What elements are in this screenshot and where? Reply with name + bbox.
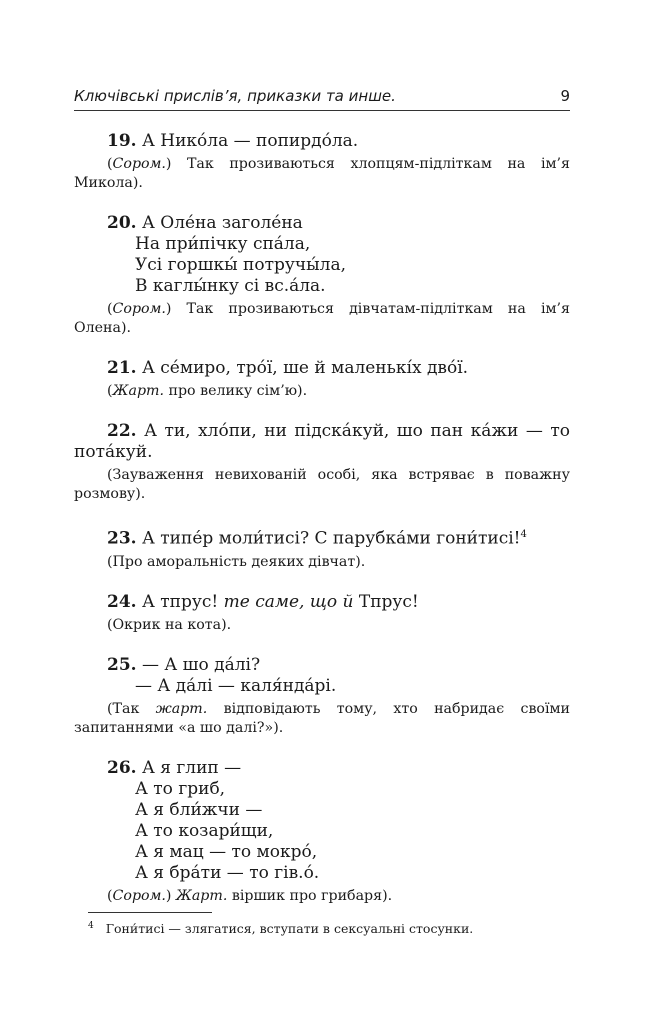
entry-number: 19. [107,131,137,151]
entry-text: А тпрус! [141,591,224,612]
entry-text: — А шо да́лі? [141,654,261,675]
entry-number: 22. [107,421,137,441]
entry-19 [74,131,570,193]
entry-note: (Сором.) Так прозиваються дівчатам-підліткам на ім’я Олена). [74,301,570,336]
entry-number: 21. [107,358,137,378]
entry-note: (Окрик на кота). [107,616,232,633]
footnote-divider [88,912,212,913]
entry-25 [74,655,570,738]
footnote-ref[interactable]: 4 [520,529,527,540]
entry-24: 24. А тпрус! те саме, що й Тпрус! (Окрик на кота). [74,592,570,635]
entry-number: 20. [107,213,137,233]
verse-line: А я бли́жчи — [135,799,263,820]
running-header [74,86,570,111]
entry-text-italic: те саме, що й [223,591,354,612]
entry-26 [74,758,570,906]
entry-text: А типе́р моли́тисі? С парубка́ми гони́тисі! [141,528,521,549]
entry-number: 26. [107,757,137,778]
verse-line: — А да́лі — каля́нда́рі. [135,675,337,696]
entry-number: 25. [107,654,137,675]
verse-line: В каглы́нку сі вс.а́ла. [135,276,326,296]
entry-23 [74,524,570,572]
footnote-text: Гони́тисі — злягатися, вступати в сексуальні стосунки. [105,921,474,937]
entry-text: А я глип — [141,757,242,778]
entry-20 [74,213,570,338]
entry-number: 23. [107,528,137,549]
entry-21 [74,358,570,401]
entry-22 [74,421,570,504]
verse-line: На при́пічку спа́ла, [135,234,311,254]
verse-line: А то козари́щи, [135,820,274,841]
verse-line: А то гриб, [135,778,226,799]
entry-note: (Жарт. про велику сім’ю). [107,383,308,399]
entry-note: (Так жарт. відповідають тому, хто набридає своїми запитаннями «а шо далі?»). [74,700,571,736]
verse-line: Усі горшкы́ потручы́ла, [135,255,346,275]
entry-note: (Сором.) Жарт. віршик про грибаря). [107,887,393,904]
verse-line: А я мац — то мокро́, [135,841,318,862]
entry-text: А ти, хло́пи, ни підска́куй, шо пан ка́жи — то пота́куй. [74,421,570,462]
entry-text: А Оле́на заголе́на [141,213,303,233]
entry-number: 24. [107,591,137,612]
entry-note: (Зауваження невихованій особі, яка встряває в поважну розмову). [74,467,570,502]
entry-note: (Сором.) Так прозиваються хлопцям-підліткам на ім’я Микола). [74,156,570,191]
verse-line: А я бра́ти — то гів.о́. [135,862,320,883]
footnote-mark: 4 [88,921,94,931]
page-number: 9 [560,87,570,105]
page-body [74,131,570,926]
entry-note: (Про аморальність деяких дівчат). [107,553,366,570]
entry-text: А Нико́ла — попирдо́ла. [141,131,359,151]
entry-text: А се́миро, тро́ї, ше й маленькі́х дво́ї. [141,358,469,378]
footnote [88,918,570,937]
running-title: Ключівські прислів’я, приказки та инше. [74,87,396,105]
